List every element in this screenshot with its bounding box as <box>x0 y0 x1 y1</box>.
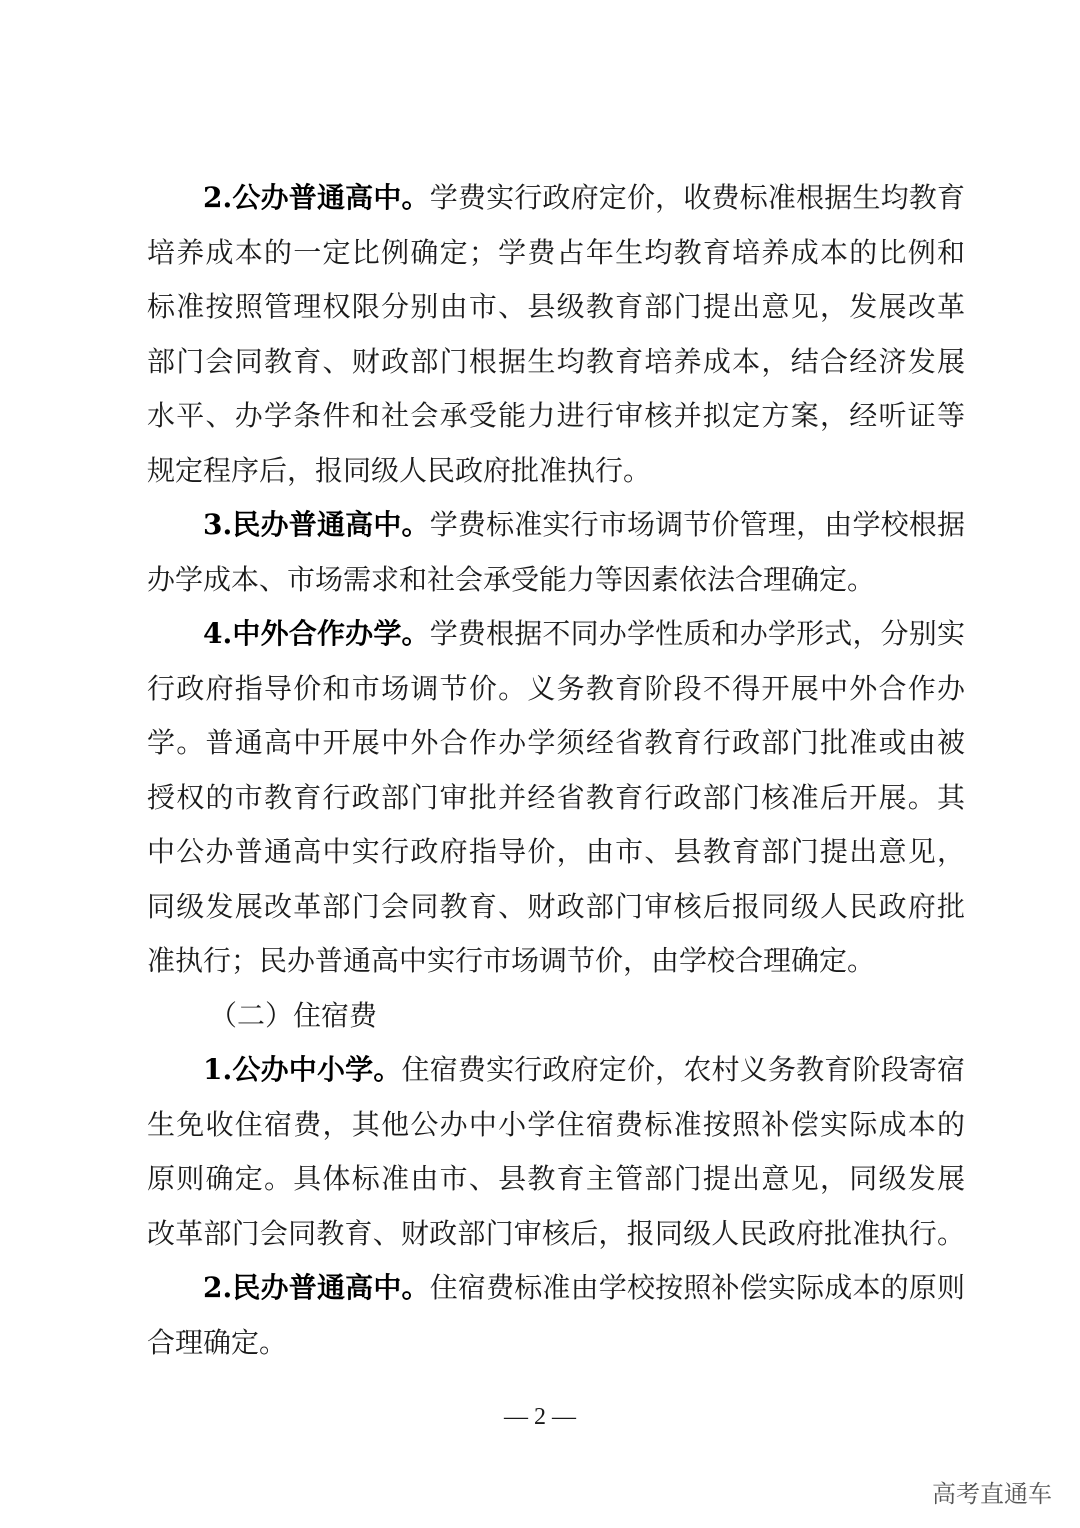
paragraph-line <box>147 1261 965 1316</box>
line-text: 住宿费标准由学校按照补偿实际成本的原则 <box>429 1271 965 1304</box>
paragraph-line: 合理确定。 <box>147 1325 288 1359</box>
paragraph-line: 同级发展改革部门会同教育、财政部门审核后报同级人民政府批 <box>147 889 965 923</box>
paragraph-line: 办学成本、市场需求和社会承受能力等因素依法合理确定。 <box>147 562 876 596</box>
paragraph-line: 标准按照管理权限分别由市、县级教育部门提出意见，发展改革 <box>147 290 965 323</box>
section-heading: （二）住宿费 <box>209 998 378 1032</box>
page-number: — 2 — <box>504 1404 576 1430</box>
paragraph-line: 水平、办学条件和社会承受能力进行审核并拟定方案，经听证等 <box>147 399 965 432</box>
line-text: 住宿费实行政府定价，农村义务教育阶段寄宿 <box>401 1053 965 1086</box>
paragraph-line: 生免收住宿费，其他公办中小学住宿费标准按照补偿实际成本的 <box>147 1107 965 1141</box>
line-text: 学费根据不同办学性质和办学形式，分别实 <box>429 617 965 650</box>
paragraph-line: 准执行；民办普通高中实行市场调节价，由学校合理确定。 <box>147 944 876 977</box>
paragraph-line: 行政府指导价和市场调节价。义务教育阶段不得开展中外合作办 <box>147 671 965 705</box>
line-text: 学费标准实行市场调节价管理，由学校根据 <box>429 508 965 541</box>
paragraph-line: 培养成本的一定比例确定；学费占年生均教育培养成本的比例和 <box>147 235 965 269</box>
line-text: 学费实行政府定价，收费标准根据生均教育 <box>429 181 965 214</box>
paragraph-line: 改革部门会同教育、财政部门审核后，报同级人民政府批准执行。 <box>147 1216 965 1250</box>
paragraph-line <box>147 607 965 662</box>
paragraph-line <box>147 1043 965 1098</box>
paragraph-line: 原则确定。具体标准由市、县教育主管部门提出意见，同级发展 <box>147 1162 965 1195</box>
item-heading: 3.民办普通高中。 <box>203 508 430 541</box>
paragraph-line: 部门会同教育、财政部门根据生均教育培养成本，结合经济发展 <box>147 344 965 378</box>
document-body <box>147 171 965 1370</box>
paragraph-line <box>147 171 965 226</box>
paragraph-line: 中公办普通高中实行政府指导价，由市、县教育部门提出意见， <box>147 835 965 868</box>
item-heading: 2.民办普通高中。 <box>203 1271 430 1304</box>
paragraph-line <box>147 498 965 553</box>
paragraph-line: 学。普通高中开展中外合作办学须经省教育行政部门批准或由被 <box>147 726 965 759</box>
item-heading: 1.公办中小学。 <box>203 1053 402 1086</box>
item-heading: 4.中外合作办学。 <box>203 617 430 650</box>
paragraph-line: 授权的市教育行政部门审批并经省教育行政部门核准后开展。其 <box>147 780 965 814</box>
watermark: 高考直通车 <box>932 1480 1052 1508</box>
item-heading: 2.公办普通高中。 <box>203 181 430 214</box>
paragraph-line: 规定程序后，报同级人民政府批准执行。 <box>147 453 652 487</box>
